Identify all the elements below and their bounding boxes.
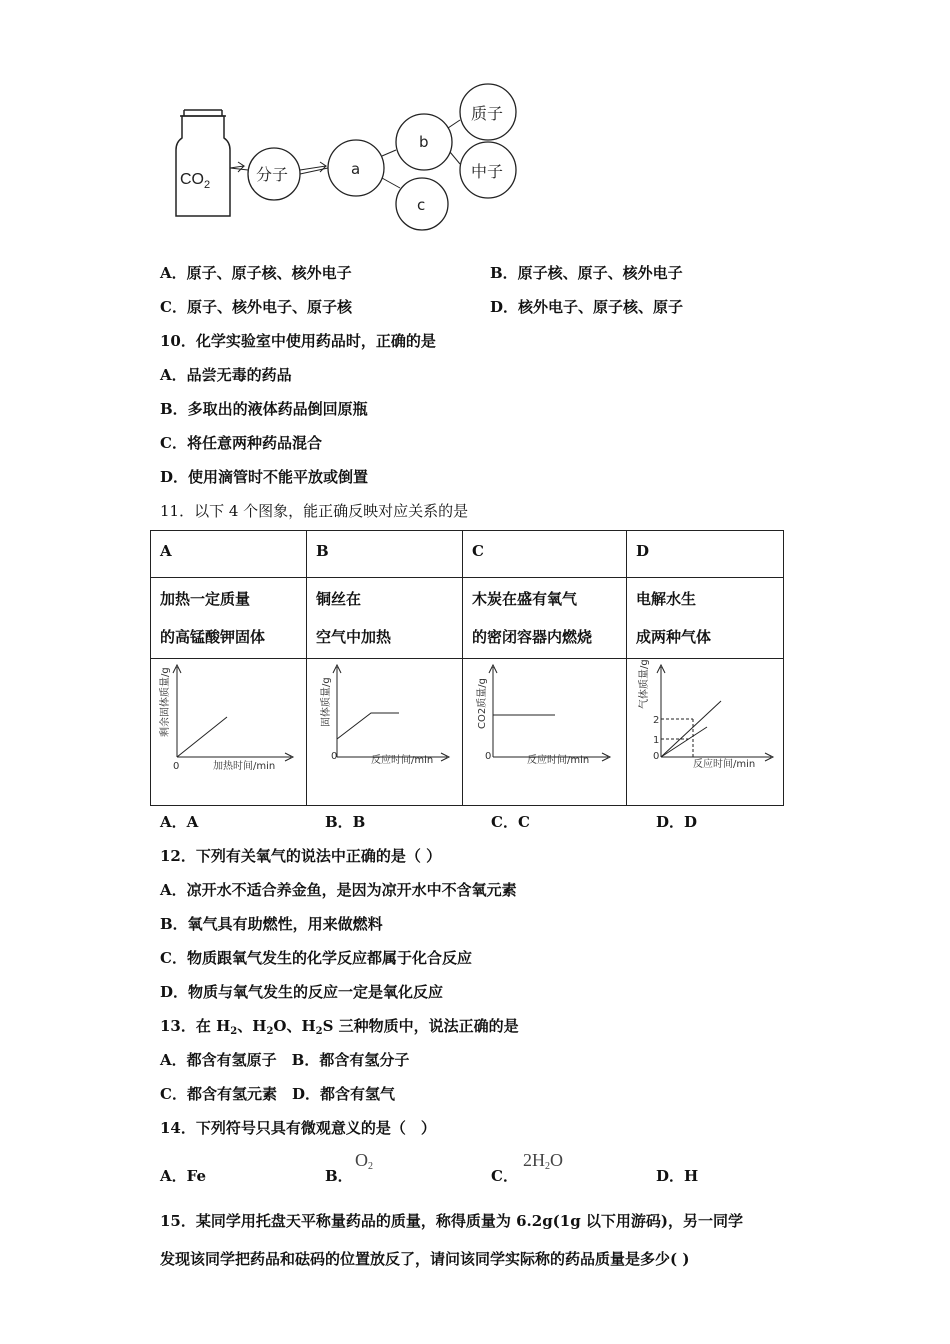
desc-d: 电解水生 成两种气体 — [627, 578, 784, 659]
q12-option-d: D．物质与氧气发生的反应一定是氧化反应 — [160, 983, 444, 1001]
q13-options-line2: C．都含有氢元素 D．都含有氢气 — [160, 1085, 395, 1103]
header-a: A — [151, 531, 307, 578]
graph-d-origin: 0 — [653, 751, 660, 762]
graph-d-xlabel: 反应时间/min — [693, 759, 756, 770]
header-d: D — [627, 531, 784, 578]
graph-d-tick-2: 2 — [653, 715, 660, 726]
q11-answer-b: B．B — [325, 813, 366, 831]
q10-option-a: A．品尝无毒的药品 — [160, 366, 292, 384]
graph-c-xlabel: 反应时间/min — [527, 755, 590, 766]
q14-option-b: B． — [325, 1167, 353, 1185]
q11-answer-c: C．C — [491, 813, 530, 831]
graph-c — [463, 659, 618, 805]
q14-option-d: D．H — [656, 1167, 699, 1185]
q9-option-d: D．核外电子、原子核、原子 — [490, 298, 684, 316]
graph-d-cell — [627, 659, 784, 806]
q14-formula-b: $O_2$ — [355, 1150, 373, 1172]
q14-option-c: C． — [491, 1167, 518, 1185]
graph-b-cell — [307, 659, 463, 806]
graph-c-cell — [463, 659, 627, 806]
graph-a-xlabel: 加热时间/min — [213, 761, 276, 772]
q11-table — [150, 530, 784, 806]
bottle-label: $CO_2$ — [180, 171, 211, 191]
graph-b — [307, 659, 457, 805]
graph-d-line-upper — [661, 701, 721, 757]
node-molecule: 分子 — [256, 165, 289, 184]
graph-b-xlabel: 反应时间/min — [371, 755, 434, 766]
q10-option-d: D．使用滴管时不能平放或倒置 — [160, 468, 369, 486]
q10-option-c: C．将任意两种药品混合 — [160, 434, 322, 452]
q14-stem: 14．下列符号只具有微观意义的是（ ） — [160, 1119, 436, 1137]
graph-c-origin: 0 — [485, 751, 492, 762]
node-a: a — [351, 160, 361, 178]
graph-a-origin: 0 — [173, 761, 180, 772]
desc-b: 铜丝在 空气中加热 — [307, 578, 463, 659]
graph-b-line — [337, 713, 399, 739]
header-b: B — [307, 531, 463, 578]
node-c: c — [417, 196, 426, 214]
structure-diagram — [160, 80, 700, 320]
graph-d-tick-1: 1 — [653, 735, 660, 746]
graph-a-cell — [151, 659, 307, 806]
q11-answer-d: D．D — [656, 813, 698, 831]
q12-stem: 12．下列有关氧气的说法中正确的是（ ） — [160, 847, 442, 865]
q15-line1: 15．某同学用托盘天平称量药品的质量，称得质量为 6.2g(1g 以下用游码)，另一同学 — [160, 1212, 744, 1230]
q13-options-line1: A．都含有氢原子 B．都含有氢分子 — [160, 1051, 410, 1069]
q12-option-a: A．凉开水不适合养金鱼，是因为凉开水中不含氧元素 — [160, 881, 517, 899]
q9-option-a: A．原子、原子核、核外电子 — [160, 264, 352, 282]
graph-d-line-lower — [661, 727, 707, 757]
node-neutron: 中子 — [471, 162, 504, 181]
q9-option-b: B．原子核、原子、核外电子 — [490, 264, 683, 282]
node-b: b — [419, 133, 429, 151]
graph-a — [151, 659, 301, 805]
header-c: C — [463, 531, 627, 578]
desc-c: 木炭在盛有氧气 的密闭容器内燃烧 — [463, 578, 627, 659]
graph-a-ylabel: 剩余固体质量/g — [160, 667, 171, 737]
node-proton: 质子 — [471, 104, 504, 123]
graph-d — [627, 659, 777, 805]
desc-a: 加热一定质量 的高锰酸钾固体 — [151, 578, 307, 659]
q15-line2: 发现该同学把药品和砝码的位置放反了，请问该同学实际称的药品质量是多少( ) — [160, 1250, 690, 1268]
graph-b-origin: 0 — [331, 751, 338, 762]
graph-b-ylabel: 固体质量/g — [321, 677, 332, 727]
graph-c-ylabel: CO2质量/g — [477, 678, 488, 729]
q11-stem: 11．以下 4 个图象，能正确反映对应关系的是 — [160, 502, 469, 520]
graph-a-line — [177, 717, 227, 757]
q12-option-b: B．氧气具有助燃性，用来做燃料 — [160, 915, 383, 933]
q9-option-c: C．原子、核外电子、原子核 — [160, 298, 352, 316]
q11-answer-a: A．A — [160, 813, 199, 831]
q13-stem: 13．在 $H_2$、$H_2O$、$H_2S$ 三种物质中，说法正确的是 — [160, 1017, 519, 1037]
q10-stem: 10．化学实验室中使用药品时，正确的是 — [160, 332, 436, 350]
q14-formula-c: $2H_2O$ — [523, 1150, 563, 1172]
q12-option-c: C．物质跟氧气发生的化学反应都属于化合反应 — [160, 949, 472, 967]
q14-option-a: A．Fe — [160, 1167, 207, 1185]
graph-d-ylabel: 气体质量/g — [639, 659, 650, 709]
q10-option-b: B．多取出的液体药品倒回原瓶 — [160, 400, 368, 418]
